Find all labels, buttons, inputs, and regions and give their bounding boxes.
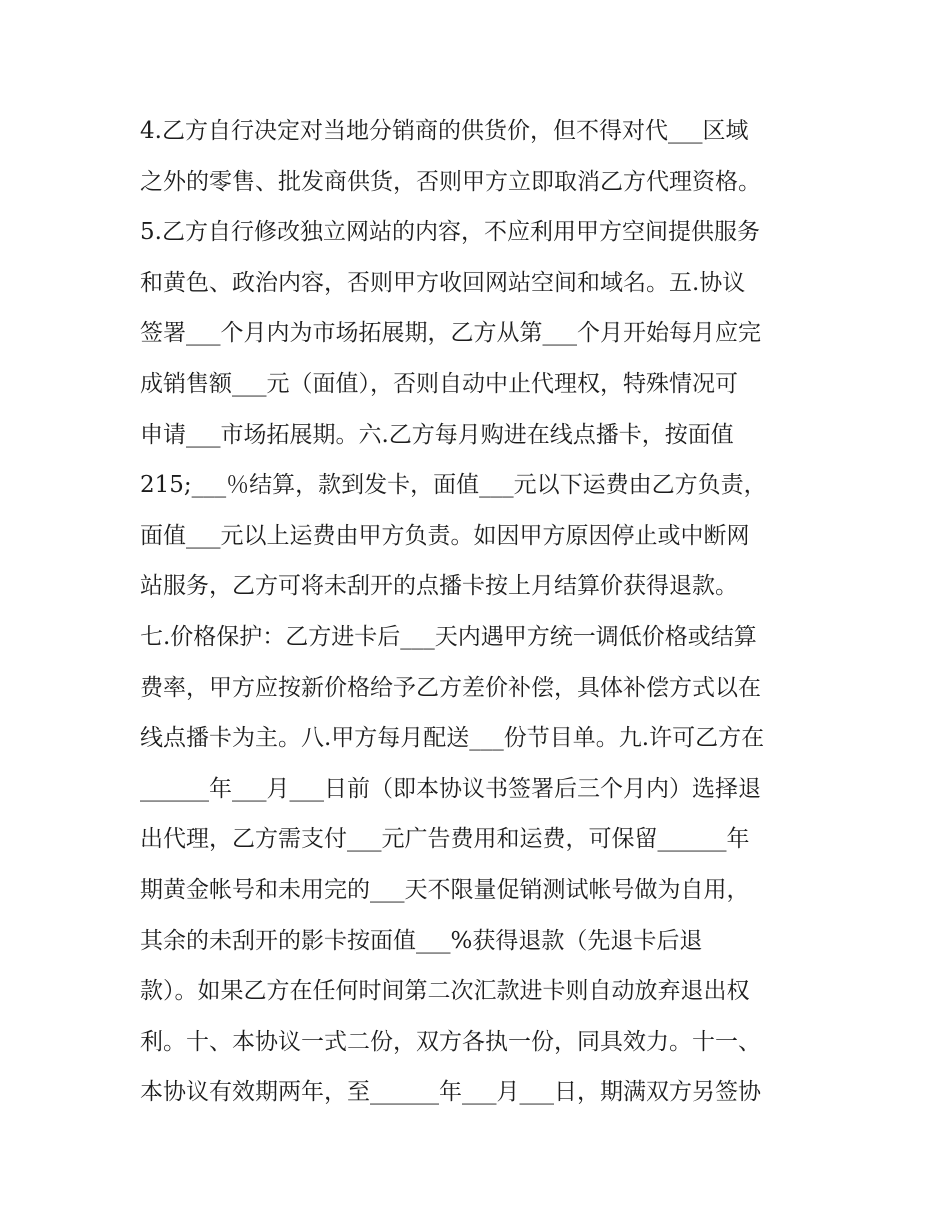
text-line: 七.价格保护：乙方进卡后___天内遇甲方统一调低价格或结算	[140, 623, 757, 650]
text-line: 款）。如果乙方在任何时间第二次汇款进卡则自动放弃退出权	[140, 978, 750, 1005]
text-line: 出代理，乙方需支付___元广告费用和运费，可保留______年	[140, 826, 750, 853]
text-line: 线点播卡为主。八.甲方每月配送___份节目单。九.许可乙方在	[140, 725, 765, 752]
text-line: 站服务，乙方可将未刮开的点播卡按上月结算价获得退款。	[140, 573, 738, 600]
text-line: 面值___元以上运费由甲方负责。如因甲方原因停止或中断网	[140, 522, 750, 549]
text-line: 和黄色、政治内容，否则甲方收回网站空间和域名。五.协议	[140, 269, 746, 296]
text-line: 本协议有效期两年，至______年___月___日，期满双方另签协	[140, 1079, 761, 1106]
text-line: 签署___个月内为市场拓展期，乙方从第___个月开始每月应完	[140, 320, 761, 347]
text-line: 利。十、本协议一式二份，双方各执一份，同具效力。十一、	[140, 1028, 761, 1055]
text-line: 申请___市场拓展期。六.乙方每月购进在线点播卡，按面值	[140, 421, 734, 448]
text-line: 期黄金帐号和未用完的___天不限量促销测试帐号做为自用，	[140, 876, 750, 903]
text-line: ______年___月___日前（即本协议书签署后三个月内）选择退	[140, 775, 761, 802]
text-line: 之外的零售、批发商供货，否则甲方立即取消乙方代理资格。	[140, 168, 761, 195]
agreement-text	[140, 106, 840, 1118]
text-line: 4.乙方自行决定对当地分销商的供货价，但不得对代___区域	[140, 118, 749, 144]
text-line: 5.乙方自行修改独立网站的内容，不应利用甲方空间提供服务	[140, 219, 760, 246]
text-line: 成销售额___元（面值），否则自动中止代理权，特殊情况可	[140, 370, 738, 397]
text-line: 费率，甲方应按新价格给予乙方差价补偿，具体补偿方式以在	[140, 674, 761, 701]
text-line: 215;___％结算，款到发卡，面值___元以下运费由乙方负责，	[140, 472, 767, 499]
text-line: 其余的未刮开的影卡按面值___%获得退款（先退卡后退	[140, 927, 703, 954]
